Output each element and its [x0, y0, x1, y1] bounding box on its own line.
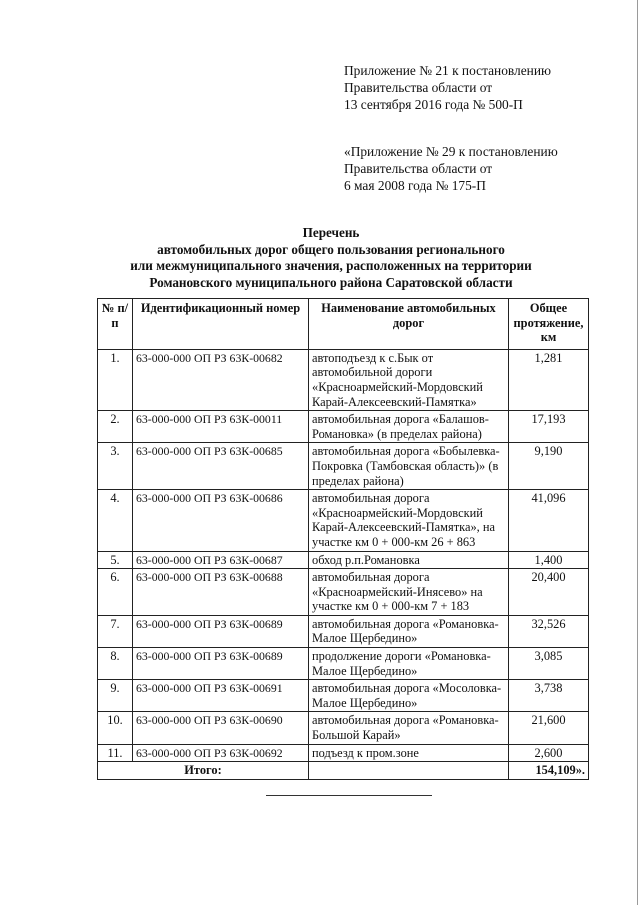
- row-name: автомобильная дорога «Мосоловка-Малое Щербедино»: [309, 680, 509, 712]
- table-row: [98, 490, 589, 551]
- total-value: 154,109».: [509, 762, 589, 780]
- annex-current-line-3: 13 сентября 2016 года № 500-П: [344, 97, 523, 112]
- row-num: 8.: [98, 648, 133, 680]
- row-id: 63-000-000 ОП РЗ 63К-00689: [133, 648, 309, 680]
- row-id: 63-000-000 ОП РЗ 63К-00691: [133, 680, 309, 712]
- row-name: продолжение дороги «Романовка-Малое Щербедино»: [309, 648, 509, 680]
- row-num: 6.: [98, 569, 133, 616]
- row-id: 63-000-000 ОП РЗ 63К-00686: [133, 490, 309, 551]
- table-row: [98, 551, 589, 569]
- annex-current-line-2: Правительства области от: [344, 80, 493, 95]
- row-id: 63-000-000 ОП РЗ 63К-00687: [133, 551, 309, 569]
- row-num: 4.: [98, 490, 133, 551]
- row-id: 63-000-000 ОП РЗ 63К-00689: [133, 615, 309, 647]
- row-name: подъезд к пром.зоне: [309, 744, 509, 762]
- row-length: 3,738: [509, 680, 589, 712]
- row-num: 2.: [98, 411, 133, 443]
- row-name: автомобильная дорога «Красноармейский-Инясево» на участке км 0 + 000-км 7 + 183: [309, 569, 509, 616]
- row-num: 1.: [98, 349, 133, 410]
- row-id: 63-000-000 ОП РЗ 63К-00011: [133, 411, 309, 443]
- scan-edge-divider: [637, 0, 638, 905]
- row-id: 63-000-000 ОП РЗ 63К-00685: [133, 443, 309, 490]
- row-id: 63-000-000 ОП РЗ 63К-00692: [133, 744, 309, 762]
- title-line-2: автомобильных дорог общего пользования регионального: [157, 241, 505, 257]
- annex-original-line-2: Правительства области от: [344, 161, 493, 176]
- row-name: автомобильная дорога «Бобылевка-Покровка (Тамбовская область)» (в пределах района): [309, 443, 509, 490]
- row-name: автомобильная дорога «Романовка-Большой Карай»: [309, 712, 509, 744]
- row-length: 1,400: [509, 551, 589, 569]
- row-length: 9,190: [509, 443, 589, 490]
- table-row: [98, 712, 589, 744]
- header-length: Общее протяжение, км: [509, 299, 589, 350]
- row-num: 3.: [98, 443, 133, 490]
- row-name: обход р.п.Романовка: [309, 551, 509, 569]
- table-row: [98, 443, 589, 490]
- row-id: 63-000-000 ОП РЗ 63К-00688: [133, 569, 309, 616]
- row-num: 7.: [98, 615, 133, 647]
- annex-original-line-3: 6 мая 2008 года № 175-П: [344, 178, 486, 193]
- title-line-3: или межмуниципального значения, расположенных на территории: [130, 258, 532, 273]
- table-row: [98, 680, 589, 712]
- table-row: [98, 569, 589, 616]
- row-name: автомобильная дорога «Красноармейский-Мордовский Карай-Алексеевский-Памятка», на участке км 0 + 000-км 26 + 863: [309, 490, 509, 551]
- table-row: [98, 411, 589, 443]
- row-length: 32,526: [509, 615, 589, 647]
- annex-current-line-1: Приложение № 21 к постановлению: [344, 63, 551, 78]
- table-row: [98, 349, 589, 410]
- row-num: 11.: [98, 744, 133, 762]
- row-num: 5.: [98, 551, 133, 569]
- row-length: 3,085: [509, 648, 589, 680]
- title-line-1: Перечень: [302, 225, 360, 240]
- title-line-4: Романовского муниципального района Саратовской области: [149, 274, 513, 290]
- row-length: 2,600: [509, 744, 589, 762]
- row-length: 41,096: [509, 490, 589, 551]
- table-row: [98, 615, 589, 647]
- row-length: 1,281: [509, 349, 589, 410]
- header-name: Наименование автомобильных дорог: [309, 299, 509, 350]
- row-id: 63-000-000 ОП РЗ 63К-00690: [133, 712, 309, 744]
- row-id: 63-000-000 ОП РЗ 63К-00682: [133, 349, 309, 410]
- row-length: 21,600: [509, 712, 589, 744]
- table-total-row: [98, 762, 589, 780]
- annex-original-line-1: «Приложение № 29 к постановлению: [344, 144, 558, 159]
- table-row: [98, 648, 589, 680]
- row-name: автомобильная дорога «Романовка-Малое Щербедино»: [309, 615, 509, 647]
- document-title: [96, 225, 566, 291]
- closing-rule: [266, 795, 432, 796]
- row-length: 17,193: [509, 411, 589, 443]
- row-length: 20,400: [509, 569, 589, 616]
- row-name: автомобильная дорога «Балашов-Романовка» (в пределах района): [309, 411, 509, 443]
- table-header-row: [98, 299, 589, 350]
- annex-current-reference: [344, 62, 634, 113]
- row-num: 10.: [98, 712, 133, 744]
- row-name: автоподъезд к с.Бык от автомобильной дороги «Красноармейский-Мордовский Карай-Алексеевский-Памятка»: [309, 349, 509, 410]
- total-empty-cell: [309, 762, 509, 780]
- roads-table: [97, 298, 589, 780]
- annex-original-reference: [344, 143, 634, 194]
- header-num: № п/п: [98, 299, 133, 350]
- row-num: 9.: [98, 680, 133, 712]
- total-label: Итого:: [98, 762, 309, 780]
- table-row: [98, 744, 589, 762]
- header-id: Идентификационный номер: [133, 299, 309, 350]
